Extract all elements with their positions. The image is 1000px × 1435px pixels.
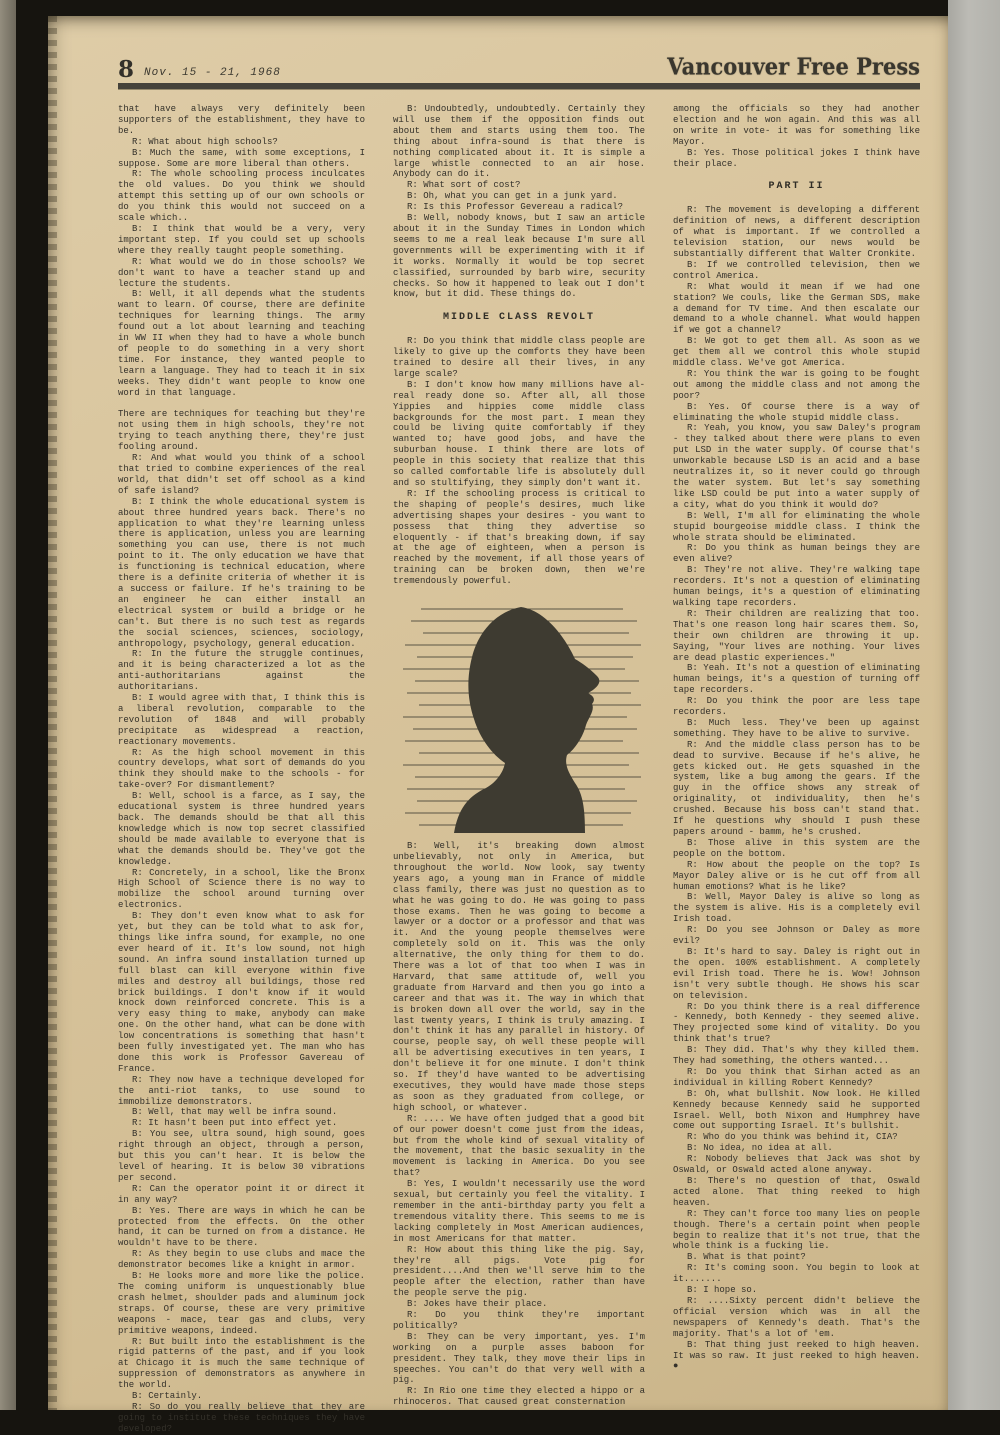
column-3 [673,104,920,1435]
paragraph: B: Well, nobody knows, but I saw an article about it in the Sunday Times in London which seems to me a real leak because I'm sure all governments will be experimenting with it if it works. Normally it would be top secret classified, surrounded by barb wire, security checks. So how it happened to leak out I don't know, but it did. These things do. [393,213,645,300]
paragraph: R: Nobody believes that Jack was shot by Oswald, or Oswald acted alone anyway. [673,1154,920,1176]
paragraph: R: But built into the establishment is the rigid patterns of the past, and if you look at Chicago it is much the same technique of suppression of demonstrators as anywhere in the world. [118,1336,365,1391]
paragraph: R: What would it mean if we had one station? We couls, like the German SDS, make a demand for TV time. And then escalate our demand to a whole channel. What would happen if we got a channel? [673,281,920,336]
paragraph: B. What is that point? [687,1252,806,1263]
paragraph: B: Much less. They've been up against something. They have to be alive to survive. [673,717,920,739]
paragraph: B: I would agree with that, I think this is a liberal revolution, comparable to the revolution of 1848 and will probably precipitate as widespread a reaction, reactionary movements. [118,693,365,747]
issue-date: Nov. 15 - 21, 1968 [144,67,281,79]
paragraph: B: Yeah. It's not a question of eliminating human beings, it's a question of turning off tape recorders. [673,663,920,696]
paragraph: B: They don't even know what to ask for yet, but they can be told what to ask for, things like infra sound, for example, no one ever heard of it. It's low sound, not high sound. An infra sound installation turned up full blast can kill everyone within five miles and destroy all buildings, those red brick buildings. I don't know if it would knock down reinforced concrete. This is a very easy thing to make, anybody can make one. On the other hand, what can be done with low concentrations is something that hasn't been fully investigated yet. The man who has done this work is Professor Gavereau of France. [118,911,365,1074]
paragraph: B: Certainly. [132,1391,203,1402]
paragraph: B: You see, ultra sound, high sound, goes right through an object, through a person, but this you can't hear. It is below the level of hearing. It is below 30 vibrations per second. [118,1129,365,1183]
paragraph: B: That thing just reeked to high heaven. It was so raw. It just reeked to high heaven. ● [673,1339,920,1372]
scanner-bed-right-edge [948,0,1000,1410]
header-rule [118,83,920,89]
paragraph: R: Do you think the poor are less tape recorders. [673,696,920,718]
paragraph: R: Who do you think was behind it, CIA? [687,1132,898,1143]
paragraph: B: Those alive in this system are the people on the bottom. [673,837,920,859]
paragraph: B: They did. That's why they killed them. They had something, the others wanted... [673,1045,920,1067]
paragraph: R: Can the operator point it or direct it in any way? [118,1183,365,1205]
paragraph: B: Yes. There are ways in which he can be protected from the effects. On the other hand, it can be turned on from a distance. He wouldn't have to be there. [118,1205,365,1249]
paragraph: B: Well, Mayor Daley is alive so long as the system is alive. His is a completely evil Irish toad. [673,892,920,925]
paragraph: R: And what would you think of a school that tried to combine experiences of the real world, that didn't set off school as a kind of safe island? [118,453,365,496]
paragraph: R: Their children are realizing that too. That's one reason long hair scares them. So, their own children are throwing it up. Saying, "Your lives are nothing. Your lives are dead plastic experiences." [673,608,920,663]
paragraph: B: Well, I'm all for eliminating the whole stupid bourgeoise middle class. I think the whole strata should be eliminated. [673,510,920,543]
paragraph: B: He looks more and more like the police. The coming uniform is unquestionably blue crash helmet, shoulder pads and aluminum jock straps. Of course, these are very primitive weapons - mace, tear gas and clubs, very primitive weapons, indeed. [118,1271,365,1336]
paragraph: R: The whole schooling process inculcates the old values. Do you think we should attempt this setting up of our own schools or do you think this would not succeed on a scale which.. [118,169,365,224]
paragraph: B: They're not alive. They're walking tape recorders. It's not a question of eliminating human beings, it's a question of eliminating walking tape recorders. [673,565,920,608]
paragraph: R: What about high schools? [132,136,278,147]
paragraph: B: I hope so. [687,1285,758,1296]
paragraph: B: I think the whole educational system is about three hundred years back. There's no application to what they're learning unless there is application, unless you are learning something you can use, there is not much point to it. The only education we have that is functioning is technical education, where there is a definite criteria of whether it is a success or failure. If he's training to be an engineer he can either install an electrical system or build a bridge or he can't. But there is no such test as regards the social sciences, sciences, sociology, anthropology, psychology, general education. [118,496,365,649]
paragraph: B: No idea, no idea at all. [687,1143,833,1154]
paragraph: R: Do you see Johnson or Daley as more evil? [673,925,920,947]
paragraph: R: How about the people on the top? Is Mayor Daley alive or is he cut off from all human emotions? What is he like? [673,859,920,892]
paragraph: B: We got to get them all. As soon as we get them all we control this whole stupid middle class. We've got America. [673,336,920,369]
paragraph: B: Yes, I wouldn't necessarily use the word sexual, but certainly you feel the vitality. I remember in the anti-birthday party you felt a tremendous vitality there. This seems to me is lacking completely in Most American audiences, in most Americans for that matter. [393,1179,645,1244]
column-2-upper-text [393,104,645,587]
paragraph: R: It hasn't been put into effect yet. [132,1118,338,1129]
paragraph: R: As the high school movement in this country develops, what sort of demands do you think they should make to the schools - for take-over? For dismantlement? [118,747,365,791]
paragraph: R: .... We have often judged that a good bit of our power doesn't come just from the ideas, but from the whole kind of sexual vitality of the movement, that the basic sexuality in the movement is lacking in America. Do you see that? [393,1113,645,1179]
paragraph: B: Yes. Those political jokes I think have their place. [673,147,920,169]
paragraph: B: If we controlled television, then we control America. [673,259,920,281]
paragraph: R: ....Sixty percent didn't believe the official version which was in all the newspapers of Kennedy's death. That's the majority. That's a lot of 'em. [673,1295,920,1339]
paragraph: B: It's hard to say. Daley is right out in the open. 100% establishment. A completely evil Irish toad. There he is. Wow! Johnson isn't very subtle though. He shows his scar on television. [673,946,920,1001]
article-columns [118,104,920,1435]
paragraph: B: Oh, what you can get in a junk yard. [407,191,618,202]
torn-paper-edge [48,16,57,1410]
paragraph: R: Do you think that middle class people are likely to give up the comforts they have been trained to desire all their lives, in any large scale? [393,336,645,379]
head-silhouette-shape [454,607,599,833]
paragraph: B: Well, school is a farce, as I say, the educational system is three hundred years back. The demands should be that all this knowledge which is now top secret classified should be made available to everyone that is what the demands should be. They've got the knowledge. [118,791,365,867]
section-heading: PART II [768,181,825,193]
silhouette-figure [393,597,645,833]
paragraph: R: They now have a technique developed for the anti-riot tanks, to use sound to immobilize demonstrators. [118,1074,365,1107]
newspaper-page [48,16,948,1434]
page-header [118,52,920,83]
paragraph: R: What sort of cost? [407,180,521,191]
paragraph: B: I think that would be a very, very important step. If you could set up schools where they really taught people something. [118,223,365,256]
paragraph: B: Yes. Of course there is a way of eliminating the whole stupid middle class. [673,401,920,423]
scanner-bed-left-edge [0,0,16,1410]
paragraph: B: Much the same, with some exceptions, I suppose. Some are more liberal than others. [118,147,365,169]
paragraph: B: Undoubtedly, undoubtedly. Certainly they will use them if the opposition finds out about them and starts using them too. The thing about infra-sound is that there is nothing complicated about it. It is simple a large whistle connected to an air hose. Anybody can do it. [393,104,645,180]
paragraph: B: There's no question of that, Oswald acted alone. That thing reeked to high heaven. [673,1176,920,1208]
paragraph: that have always very definitely been supporters of the establishment, they have to be. [118,104,365,136]
paragraph: R: How about this thing like the pig. Say, they're all pigs. Vote pig for president....And then we'll serve him to the people after the election, rather than have the people serve the pig. [393,1244,645,1299]
paragraph: B: Well, that may well be infra sound. [132,1107,338,1118]
column-2-lower-text [393,841,645,1408]
paragraph: R: Do you think they're important politically? [393,1310,645,1331]
paragraph: B: I don't know how many millions have al-real ready done so. After all, all those Yippies and hippies come middle class backgrounds for the most part. I mean they could be living quite comfortably if they wanted to; have good jobs, and have the suburban house. I think there are lots of people in this society that realize that this so called comfortable life is absolutely dull and so stultifying, they simply don't want it. [393,379,645,488]
paragraph: There are techniques for teaching but they're not using them in high schools, they're not trying to teach anything there, they're just fooling around. [118,409,365,453]
paragraph: R: The movement is developing a different definition of news, a different description of what is important. If we controlled a television station, our news would be substantially different that Walter Cronkite. [673,205,920,259]
paragraph: R: Yeah, you know, you saw Daley's program - they talked about there were plans to even put LSD in the water supply. Of course that's unworkable because LSD is an acid and a base neutralizes it, so it never could go through the water system. But let's say something like LSD could be put into a water supply of a city, what do you think it would do? [673,423,920,510]
paragraph: R: And the middle class person has to be dead to survive. Because if he's alive, he gets kicked out. He gets squashed in the system, like a bug among the gears. If the guy in the office shows any streak of originality, ot individuality, then he's crushed. Because his boss can't stand that. If he questions why should I push these papers around - bamm, he's crushed. [673,739,920,837]
paragraph: R: As they begin to use clubs and mace the demonstrator becomes like a knight in armor. [118,1249,365,1271]
paragraph: R: They can't force too many lies on people though. There's a certain point when people begin to realize that it's not true, that the whole think is a fucking lie. [673,1208,920,1252]
paragraph: B: They can be very important, yes. I'm working on a purple asses baboon for president. They talk, they move their lips in speeches. You can't do that very well with a pig. [393,1331,645,1386]
masthead-title: Vancouver Free Press [667,52,920,80]
paragraph: B: Well, it all depends what the students want to learn. Of course, there are definite techniques for learning things. The army found out a lot about learning and teaching in WW II when they had to have a whole bunch of people to do something in a very short time. For instance, they wanted people to learn a language. They had to teach it in six weeks. They didn't want people to know one word in that language. [118,289,365,398]
paragraph: R: Do you think as human beings they are even alive? [673,543,920,565]
paragraph: R: Do you think there is a real difference - Kennedy, both Kennedy - they seemed alive. They projected some kind of vitality. Do you think that's true? [673,1001,920,1045]
paragraph: B: Jokes have their place. [407,1299,548,1310]
paragraph: B: Well, it's breaking down almost unbelievably, not only in America, but throughout the world. Now look, say twenty years ago, a young man in France of middle class family, there was just no question as to what he was going to do. He was going to pass those exams. Then he was going to become a lawyer or a doctor or a professor and that was it. And the young people themselves were completely sold on it. This was the only alternative, the only thing for them to do. There was a lot of that too when I was in Harvard, that same attitude of, well you graduate from Harvard and then you go into a career and that was it. The way in which that is broken down all over the world, say in the last twenty years, I think is truly amazing. I don't think it has any parallel in history. Of course, people say, oh well these people will all be advertising executives in ten years, I don't believe it for one minute. I don't think so. If they'd have wanted to be advertising executives, they would have made those steps as soon as they graduated from college, or high school, or whatever. [393,841,645,1113]
paragraph: B: Oh, what bullshit. Now look. He killed Kennedy because Kennedy said he supported Israel. Well, both Nixon and Humphrey have come out supporting Israel. It's bullshit. [673,1088,920,1132]
page-number: 8 [118,56,135,83]
profile-silhouette-image [393,597,645,833]
paragraph: R: What would we do in those schools? We don't want to have a teacher stand up and lecture the students. [118,256,365,289]
paragraph: R: In the future the struggle continues, and it is being characterized a lot as the anti-authoritarians against the authoritarians. [118,649,365,693]
paragraph: R: If the schooling process is critical to the shaping of people's desires, much like advertising shapes your desires - you want to possess that thing they advertise so eloquently - if that's breaking down, if say at the age of eighteen, when a person is reached by the movement, if all those years of training can be broken down, then we're tremendously powerful. [393,488,645,587]
paragraph: R: Do you think that Sirhan acted as an individual in killing Robert Kennedy? [673,1066,920,1088]
paragraph: R: You think the war is going to be fought out among the middle class and not among the poor? [673,368,920,401]
column-1 [118,104,365,1435]
header-left [118,56,281,83]
column-2 [393,104,645,1435]
paragraph: R: Is this Professor Gevereau a radical? [407,202,624,213]
section-heading: MIDDLE CLASS REVOLT [442,312,596,324]
paragraph: R: So do you really believe that they are going to institute these techniques they have developed? [118,1401,365,1434]
paragraph: R: In Rio one time they elected a hippo or a rhinoceros. That caused great consternation [393,1386,645,1408]
paragraph: R: Concretely, in a school, like the Bronx High School of Science there is no way to mobilize the school around turning over electronics. [118,867,365,911]
paragraph: among the officials so they had another election and he won again. And this was all on write in vote- it was for something like Mayor. [673,104,920,147]
paragraph: R: It's coming soon. You begin to look at it....... [673,1263,920,1285]
